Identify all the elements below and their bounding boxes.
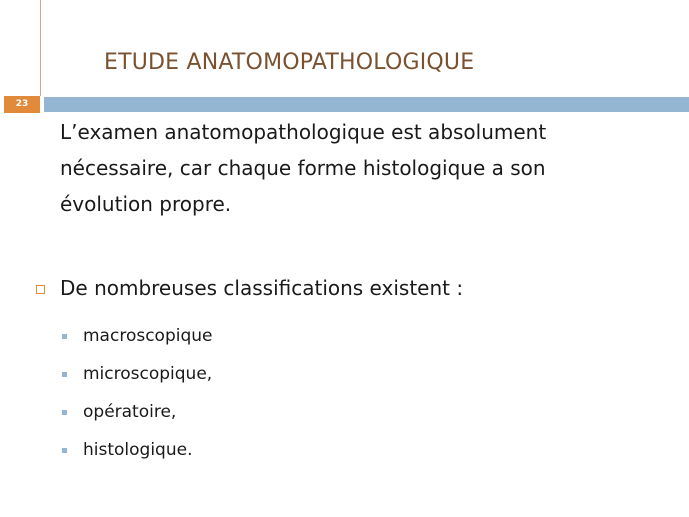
decorative-vertical-rule [40, 0, 41, 96]
main-bullet-text: De nombreuses classifications existent : [60, 276, 464, 300]
main-bullet [36, 276, 463, 300]
list-item-text: microscopique, [83, 364, 213, 384]
square-bullet-icon [62, 448, 67, 453]
list-item-text: macroscopique [83, 326, 213, 346]
list-item [62, 355, 212, 393]
slide-number-badge: 23 [4, 96, 40, 113]
title-underline-bar [44, 97, 689, 112]
list-item [62, 393, 212, 431]
square-bullet-icon [62, 372, 67, 377]
square-bullet-icon [62, 334, 67, 339]
list-item [62, 431, 212, 469]
slide-title: ETUDE ANATOMOPATHOLOGIQUE [104, 50, 475, 75]
body-paragraph: L’examen anatomopathologique est absolument nécessaire, car chaque forme histologique a son évolution propre. [60, 120, 547, 216]
hollow-square-bullet-icon [36, 285, 45, 294]
classification-list [62, 317, 212, 469]
list-item [62, 317, 212, 355]
square-bullet-icon [62, 410, 67, 415]
list-item-text: opératoire, [83, 402, 177, 422]
list-item-text: histologique. [83, 440, 193, 460]
